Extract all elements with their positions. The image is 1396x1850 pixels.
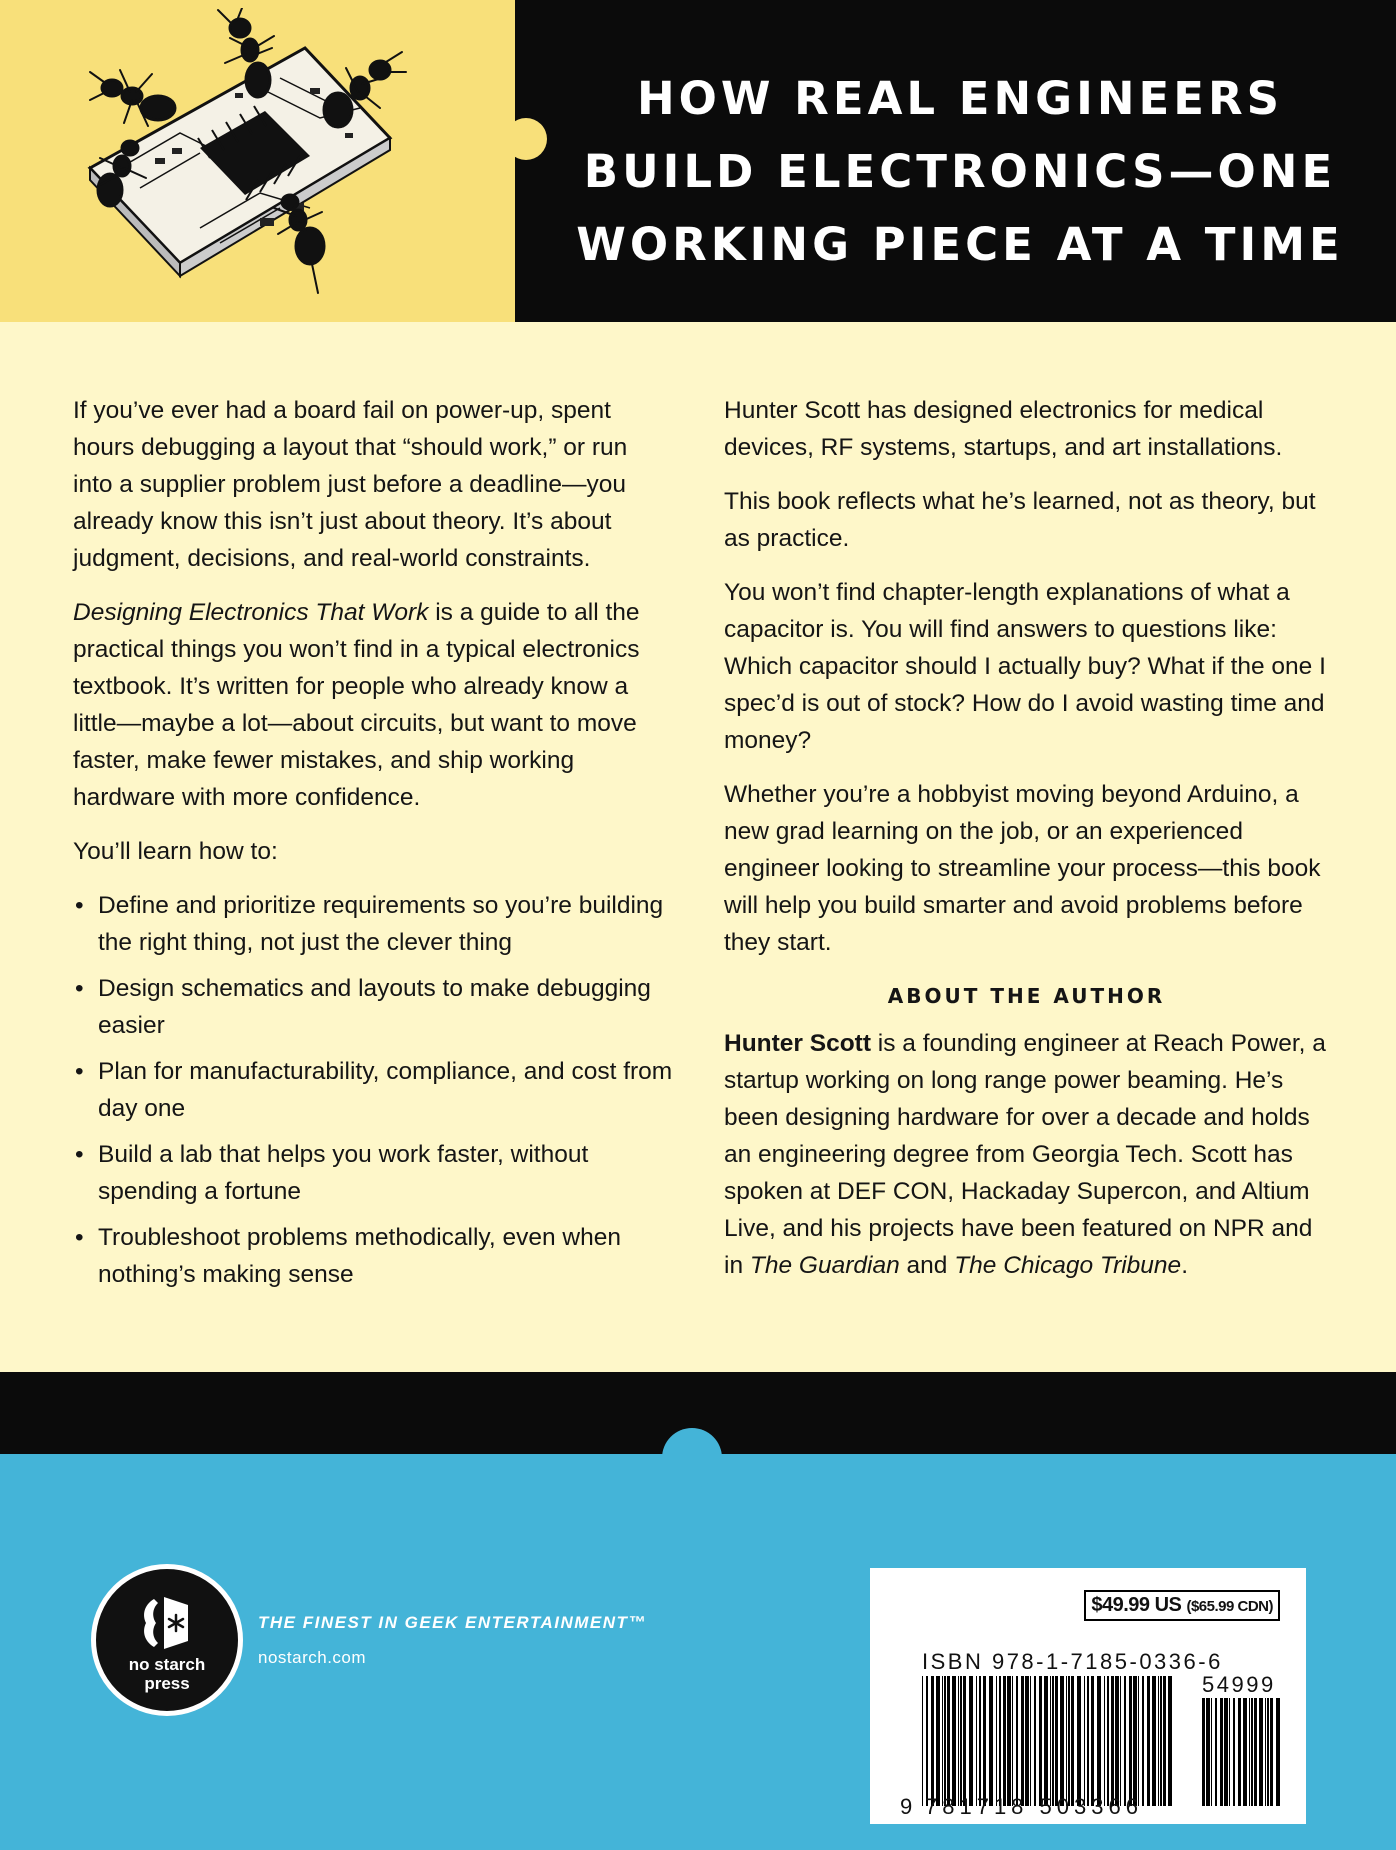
barcode-bar [1044, 1676, 1048, 1806]
barcode-bar [1147, 1676, 1150, 1806]
body-paragraph: This book reflects what he’s learned, not as theory, but as practice. [724, 488, 1316, 552]
publication-name: The Guardian [749, 1252, 900, 1279]
list-item: • Plan for manufacturability, compliance, and cost from day one [73, 1053, 673, 1127]
barcode-bar [958, 1676, 959, 1806]
barcode-bar [1068, 1676, 1070, 1806]
barcode-bar [1160, 1676, 1162, 1806]
barcode-bar [1265, 1698, 1266, 1806]
publisher-website: nostarch.com [258, 1648, 367, 1667]
price-cdn: ($65.99 CDN) [1186, 1598, 1273, 1615]
ean-first-digit: 9 [900, 1794, 913, 1819]
barcode-bar [1030, 1676, 1031, 1806]
barcode-bar [1052, 1676, 1054, 1806]
barcode-bar [942, 1676, 943, 1806]
barcode-bar [1243, 1698, 1247, 1806]
barcode-bar [1124, 1676, 1126, 1806]
barcode-bar [1233, 1698, 1235, 1806]
barcode-bar [1276, 1698, 1280, 1806]
barcode-bar [1267, 1698, 1269, 1806]
barcode-bar [944, 1676, 946, 1806]
barcode-bar [1115, 1676, 1119, 1806]
barcode-bar [1215, 1698, 1217, 1806]
barcode-bar [1129, 1676, 1132, 1806]
tagline-line: BUILD ELECTRONICS—ONE [583, 145, 1337, 198]
list-item: • Define and prioritize requirements so you’re building the right thing, not just the clever thing [73, 887, 673, 961]
barcode-bar [1087, 1676, 1089, 1806]
barcode-bar [969, 1676, 973, 1806]
barcode-bar [1229, 1698, 1230, 1806]
ean-digits: 781718 503366 [925, 1794, 1143, 1819]
price-us: $49.99 US [1091, 1594, 1182, 1616]
barcode-bar [1025, 1676, 1029, 1806]
list-item: • Build a lab that helps you work faster, without spending a fortune [73, 1136, 673, 1210]
barcode-bar [1211, 1698, 1212, 1806]
barcode-bar [996, 1676, 997, 1806]
barcode-bar [1021, 1676, 1024, 1806]
barcode-bar [976, 1676, 977, 1806]
addon-code: 54999 [1202, 1672, 1276, 1697]
barcode-bar [1060, 1676, 1064, 1806]
barcode-bar [1249, 1698, 1250, 1806]
puzzle-tab-blue [662, 1428, 722, 1488]
barcode-bar [1133, 1676, 1137, 1806]
logo-line: no starch [128, 1655, 206, 1674]
barcode-bar [960, 1676, 962, 1806]
barcode-bar [1142, 1676, 1144, 1806]
barcode-bar [1055, 1676, 1058, 1806]
author-name: Hunter Scott [724, 1030, 871, 1057]
barcode-bar [1104, 1676, 1105, 1806]
tagline-line: WORKING PIECE AT A TIME [576, 218, 1344, 271]
author-bio [724, 1025, 1329, 1284]
bio-text: . [1181, 1252, 1188, 1279]
barcode-bar [1097, 1676, 1101, 1806]
guide-paragraph [73, 594, 673, 816]
list-item: • Design schematics and layouts to make debugging easier [73, 970, 673, 1044]
barcode-bar [1220, 1698, 1223, 1806]
barcode-bar [1012, 1676, 1013, 1806]
barcode-bar [999, 1676, 1001, 1806]
barcode-bar [1168, 1676, 1172, 1806]
barcode-bar [1202, 1698, 1205, 1806]
barcode-bar [963, 1676, 966, 1806]
cover-illustration-panel [0, 0, 515, 322]
barcode-bar [1251, 1698, 1253, 1806]
body-paragraph: Whether you’re a hobbyist moving beyond Arduino, a new grad learning on the job, or an experienced engineer looking to streamline your process—this book will help you build smarter and avoid problems before they start. [724, 781, 1321, 956]
intro-paragraph: If you’ve ever had a board fail on power-up, spent hours debugging a layout that “should work,” or run into a supplier problem just before a deadline—you already know this isn’t just about theory. It’s about judgment, decisions, and real-world constraints. [73, 397, 628, 572]
description-right-column [724, 392, 1329, 1301]
barcode-bar [931, 1676, 934, 1806]
description-left-column [73, 392, 673, 1302]
barcode-panel [870, 1568, 1306, 1824]
barcode-bar [1152, 1676, 1156, 1806]
barcode-bar [1084, 1676, 1085, 1806]
barcode-bar [1034, 1676, 1036, 1806]
cover-tagline [560, 62, 1360, 281]
barcode-bar [1270, 1698, 1273, 1806]
puzzle-tab-yellow [505, 118, 547, 160]
book-title-inline: Designing Electronics That Work [73, 599, 429, 626]
header-band [0, 0, 1396, 322]
barcode-bar [1050, 1676, 1051, 1806]
learn-heading: You’ll learn how to: [73, 838, 278, 865]
no-starch-mark-icon [140, 1595, 194, 1651]
barcode-bar [1007, 1676, 1011, 1806]
logo-wordmark [96, 1655, 238, 1693]
publication-name: The Chicago Tribune [954, 1252, 1182, 1279]
barcode-bar [989, 1676, 993, 1806]
barcode-bar [1111, 1676, 1114, 1806]
barcode-bar [979, 1676, 981, 1806]
barcode-bar [952, 1676, 956, 1806]
isbn-label: ISBN 978-1-7185-0336-6 [922, 1649, 1223, 1674]
barcode-bar [1077, 1676, 1081, 1806]
publisher-slogan: THE FINEST IN GEEK ENTERTAINMENT™ [258, 1613, 647, 1632]
body-paragraph: Hunter Scott has designed electronics for medical devices, RF systems, startups, and art installations. [724, 397, 1283, 461]
barcode-bar [1259, 1698, 1263, 1806]
barcode-bar [1163, 1676, 1166, 1806]
barcode-bar [1091, 1676, 1094, 1806]
barcode-bar [926, 1676, 928, 1806]
barcode-bar [1206, 1698, 1210, 1806]
barcode-bar [1039, 1676, 1042, 1806]
barcode-bar [1107, 1676, 1109, 1806]
barcode-bar [1066, 1676, 1067, 1806]
barcode-bar [1120, 1676, 1121, 1806]
barcode-bar [1016, 1676, 1018, 1806]
barcode-bar [1003, 1676, 1006, 1806]
body-paragraph: You won’t find chapter-length explanations of what a capacitor is. You will find answers to questions like: Which capacitor should I actually buy? What if the one I spec’d is out of stock? How do I avoid wasting time and money? [724, 579, 1326, 754]
learn-list [73, 887, 673, 1293]
barcode-bar [1158, 1676, 1159, 1806]
guide-text: is a guide to all the practical things you won’t find in a typical electronics textbook. It’s written for people who already know a little—maybe a lot—about circuits, but want to move faster, make fewer mistakes, and ship working hardware with more confidence. [73, 599, 640, 811]
publisher-logo [91, 1564, 243, 1716]
barcode-bar [922, 1676, 923, 1806]
barcode-bar [1254, 1698, 1257, 1806]
logo-line: press [144, 1674, 190, 1693]
about-author-heading: ABOUT THE AUTHOR [887, 984, 1166, 1008]
barcode-bar [983, 1676, 986, 1806]
list-item: • Troubleshoot problems methodically, even when nothing’s making sense [73, 1219, 673, 1293]
barcode-bar [1071, 1676, 1074, 1806]
bio-text: and [899, 1252, 955, 1279]
barcode-bar [936, 1676, 940, 1806]
tagline-line: HOW REAL ENGINEERS [636, 72, 1284, 125]
barcode-graphic [870, 1568, 1306, 1824]
barcode-bar [947, 1676, 950, 1806]
bio-text: is a founding engineer at Reach Power, a startup working on long range power beaming. He’s been designing hardware for over a decade and holds an engineering degree from Georgia Tech. Scott has spoken at DEF CON, Hackaday Supercon, and Altium Live, and his projects have been featured on NPR and in [724, 1030, 1326, 1279]
barcode-bar [1238, 1698, 1241, 1806]
barcode-bar [1224, 1698, 1228, 1806]
barcode-bar [1138, 1676, 1139, 1806]
ants-circuit-board-illustration [60, 8, 520, 320]
